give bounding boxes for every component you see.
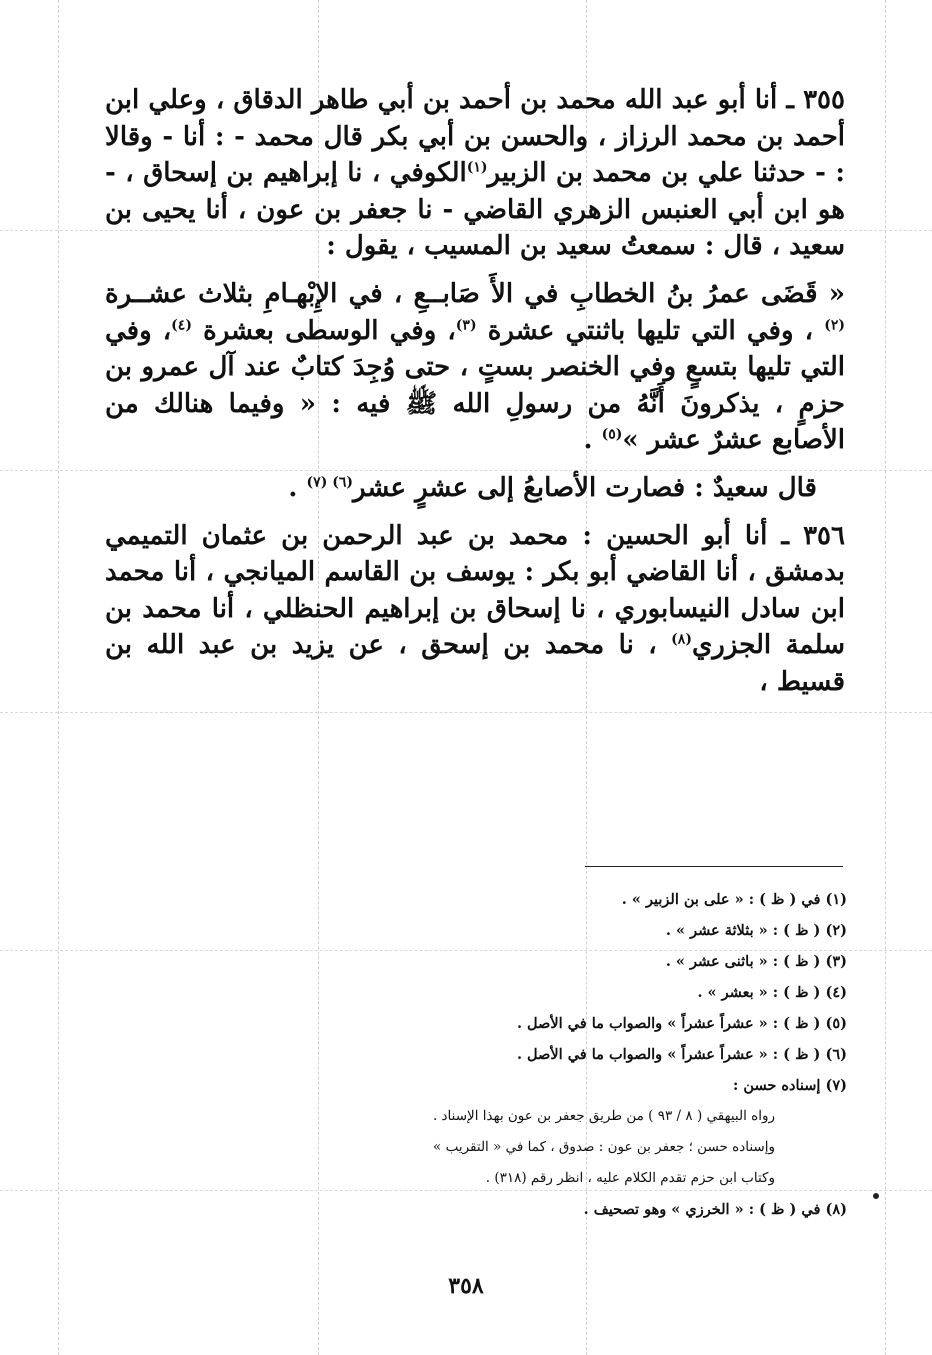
paragraph-355: ٣٥٥ ـ أنا أبو عبد الله محمد بن أحمد بن أبي طاهر الدقاق ، وعلي ابن أحمد بن محمد الرزاز ، والحسن بن أبي بكر قال محمد - : أنا - وقالا : - حدثنا علي بن محمد بن الزبير$^{(١)}$الكوفي ، نا إبراهيم بن إسحاق ، - هو ابن أبي العنبس الزهري القاضي - نا جعفر بن عون ، أنا يحيى بن سعيد ، قال : سمعتُ سعيد بن المسيب ، يقول : [105, 85, 845, 262]
footnote-ref: (٢) [824, 316, 845, 333]
footnote-1: (١) في ( ظ ) : « على بن الزبير » . [621, 891, 847, 908]
footnote-7-line-2: وإسناده حسن ؛ جعفر بن عون : صدوق ، كما في « التقريب » [433, 1139, 775, 1155]
scan-mark [873, 1193, 879, 1199]
paragraph-said: قال سعيدٌ : فصارت الأصابعُ إلى عشرٍ عشر$^{(٦) (٧)}$ . [288, 472, 817, 503]
footnote-2: (٢) ( ظ ) : « بثلاثة عشر » . [665, 922, 847, 939]
footnote-8: (٨) في ( ظ ) : « الخرزي » وهو تصحيف . [583, 1201, 847, 1218]
footnote-7-line-3: وكتاب ابن حزم تقدم الكلام عليه ، انظر رقم (٣١٨) . [485, 1170, 775, 1186]
footnote-ref: (٦) (٧) [306, 474, 353, 491]
footnotes [105, 884, 847, 1225]
paragraph-356: ٣٥٦ ـ أنا أبو الحسين : محمد بن عبد الرحمن بن عثمان التميمي بدمشق ، أنا القاضي أبو بكر : يوسف بن القاسم الميانجي ، أنا محمد ابن سادل النيسابوري ، نا إسحاق بن إبراهيم الحنظلي ، أنا محمد بن سلمة الجزري$^{(٨)}$ ، نا محمد بن إسحق ، عن يزيد بن عبد الله بن قسيط ، [105, 520, 845, 697]
footnote-5: (٥) ( ظ ) : « عشراً عشراً » والصواب ما في الأصل . [516, 1015, 847, 1032]
footnote-ref: (١) [466, 159, 488, 176]
footnote-ref: (٣) [455, 316, 477, 333]
footnote-3: (٣) ( ظ ) : « باثنى عشر » . [665, 953, 847, 970]
footnote-ref: (٤) [171, 316, 192, 333]
footnote-ref: (٥) [601, 426, 623, 443]
footnote-ref: (٨) [671, 631, 692, 648]
footnote-4: (٤) ( ظ ) : « بعشر » . [697, 984, 847, 1001]
footnote-divider [585, 866, 843, 867]
footnote-7: (٧) إسناده حسن : [733, 1077, 847, 1094]
main-text [105, 82, 845, 701]
page-number: ٣٥٨ [448, 1273, 484, 1299]
footnote-6: (٦) ( ظ ) : « عشراً عشراً » والصواب ما في الأصل . [516, 1046, 847, 1063]
footnote-7-line-1: رواه البيهقي ( ٨ / ٩٣ ) من طريق جعفر بن عون بهذا الإسناد . [432, 1108, 775, 1124]
paragraph-hadith: « قَضَى عمرُ بنُ الخطابِ في الأَ صَابــعِ ، في الإِبْهـامِ بثلاث عشــرة $^{(٢)}$ ، وفي التي تليها باثنتي عشرة $^{(٣)}$، وفي الوسطى بعشرة $^{(٤)}$، وفي التي تليها بتسعٍ وفي الخنصر بستٍ ، حتى وُجِدَ كتابٌ عند آل عمرو بن حزمٍ ، يذكرونَ أَنَّهُ من رسولِ الله ﷺ فيه : « وفيما هنالك من الأصابع عشرٌ عشر »$^{(٥)}$ . [105, 278, 845, 456]
